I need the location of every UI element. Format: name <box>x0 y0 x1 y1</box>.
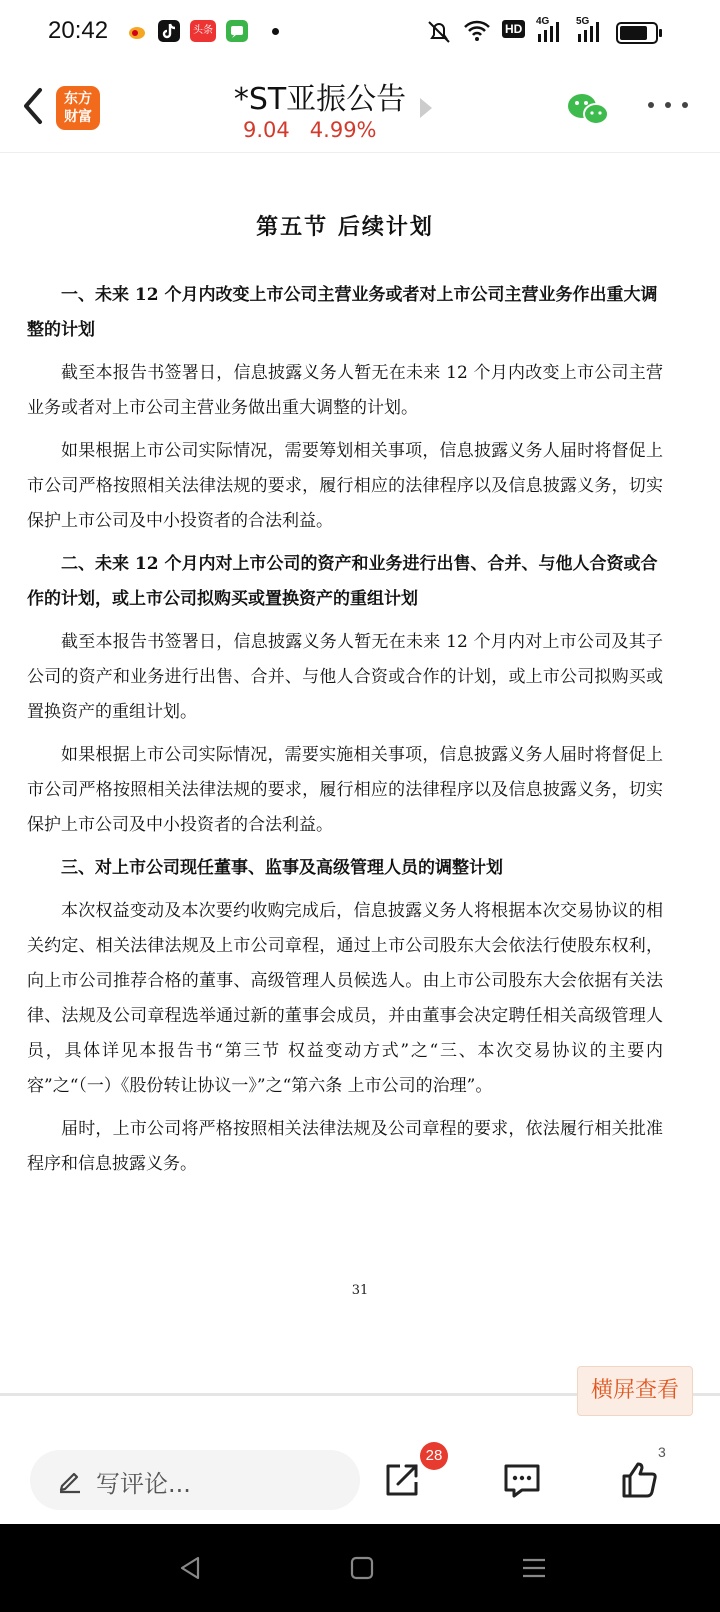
signal-4g-label: 4G <box>536 16 550 27</box>
comment-input[interactable] <box>30 1450 360 1510</box>
comment-icon <box>500 1458 544 1502</box>
section-1-paragraph-1: 截至本报告书签署日，信息披露义务人暂无在未来 12 个月内改变上市公司主营业务或者对上市公司主营业务做出重大调整的计划。 <box>27 363 663 418</box>
notification-dot <box>272 28 279 35</box>
battery-fill <box>620 26 647 40</box>
section-3 <box>27 851 663 1182</box>
bottom-action-bar <box>0 1432 720 1524</box>
landscape-view-button[interactable]: 横屏查看 <box>577 1366 693 1416</box>
weibo-icon <box>126 20 148 42</box>
section-1-paragraph-2: 如果根据上市公司实际情况，需要筹划相关事项，信息披露义务人届时将督促上市公司严格按照相关法律法规的要求，履行相应的法律程序以及信息披露义务，切实保护上市公司及中小投资者的合法利益。 <box>27 441 663 531</box>
battery-icon <box>616 22 658 44</box>
more-icon[interactable] <box>648 102 688 112</box>
section-1 <box>27 278 663 539</box>
play-arrow-icon[interactable] <box>420 98 432 118</box>
nav-home-icon[interactable] <box>348 1554 376 1582</box>
signal-4g-icon <box>536 16 566 44</box>
signal-5g-icon <box>576 16 606 44</box>
stock-price: 9.04 <box>243 118 290 142</box>
section-3-paragraph-1: 本次权益变动及本次要约收购完成后，信息披露义务人将根据本次交易协议的相关约定、相关法律法规及上市公司章程，通过上市公司股东大会依法行使股东权利，向上市公司推荐合格的董事、高级管理人员候选人。由上市公司股东大会依据有关法律、法规及公司章程选举通过新的董事会成员，并由董事会决定聘任相关高级管理人员，具体详见本报告书“第三节 权益变动方式”之“三、本次交易协议的主要内容”之“（一）《股份转让协议一》”之“第六条 上市公司的治理”。 <box>27 901 663 1096</box>
nav-recents-icon[interactable] <box>520 1554 548 1582</box>
share-count-badge: 28 <box>420 1442 448 1470</box>
status-bar <box>0 0 720 64</box>
douyin-icon <box>158 20 180 42</box>
wechat-share-icon[interactable] <box>566 90 610 130</box>
share-button[interactable] <box>380 1458 424 1502</box>
thumbs-up-icon <box>618 1458 662 1502</box>
section-2-heading: 二、未来 12 个月内对上市公司的资产和业务进行出售、合并、与他人合资或合作的计划，或上市公司拟购买或置换资产的重组计划 <box>27 554 658 609</box>
wifi-icon <box>462 18 492 48</box>
stock-change: 4.99% <box>309 118 377 142</box>
section-3-heading: 三、对上市公司现任董事、监事及高级管理人员的调整计划 <box>61 858 503 878</box>
comments-button[interactable] <box>500 1458 544 1502</box>
page-number: 31 <box>351 1283 369 1298</box>
share-icon <box>380 1458 424 1502</box>
section-2-paragraph-1: 截至本报告书签署日，信息披露义务人暂无在未来 12 个月内对上市公司及其子公司的资产和业务进行出售、合并、与他人合资或合作的计划，或上市公司拟购买或置换资产的重组计划。 <box>27 632 663 722</box>
system-navigation-bar <box>0 1524 720 1612</box>
mute-icon <box>424 18 454 50</box>
toutiao-icon: 头条 <box>190 20 216 42</box>
section-2 <box>27 547 663 843</box>
nav-back-icon[interactable] <box>176 1554 204 1582</box>
section-3-paragraph-2: 届时，上市公司将严格按照相关法律法规及公司章程的要求，依法履行相关批准程序和信息披露义务。 <box>27 1119 663 1174</box>
comment-placeholder: 写评论... <box>96 1470 191 1498</box>
hd-icon: HD <box>502 20 525 38</box>
section-1-heading: 一、未来 12 个月内改变上市公司主营业务或者对上市公司主营业务作出重大调整的计划 <box>27 285 658 340</box>
section-2-paragraph-2: 如果根据上市公司实际情况，需要实施相关事项，信息披露义务人届时将督促上市公司严格按照相关法律法规的要求，履行相应的法律程序以及信息披露义务，切实保护上市公司及中小投资者的合法利益。 <box>27 745 663 835</box>
like-count: 3 <box>658 1444 666 1460</box>
pencil-icon <box>56 1466 84 1494</box>
page-title[interactable]: *ST亚振公告 <box>233 82 407 117</box>
stock-quote[interactable] <box>243 118 377 142</box>
section-heading: 第五节 后续计划 <box>256 214 434 240</box>
nav-bar <box>0 64 720 153</box>
signal-5g-label: 5G <box>576 16 590 27</box>
like-button[interactable] <box>618 1458 662 1502</box>
status-time: 20:42 <box>48 17 109 44</box>
green-app-icon <box>226 20 248 42</box>
logo-text-1: 东方 <box>64 91 92 107</box>
announcement-document <box>27 152 663 1182</box>
logo-text-2: 财富 <box>64 109 92 125</box>
